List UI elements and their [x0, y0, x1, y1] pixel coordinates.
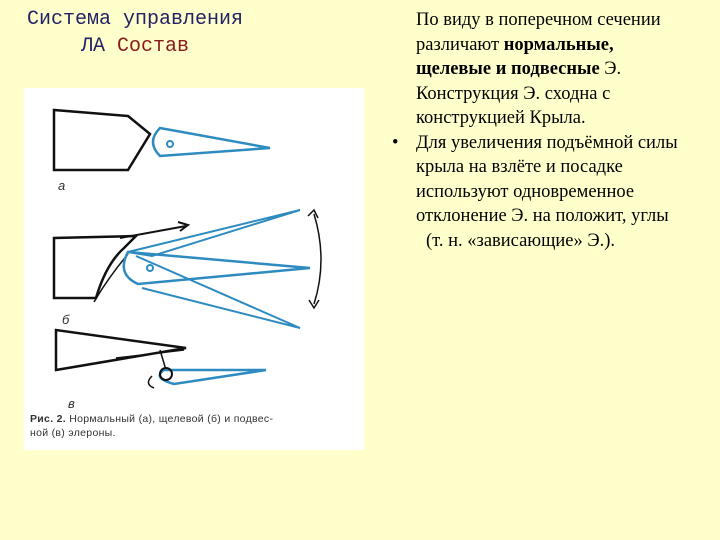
- p1-line-3-plain: Э.: [599, 59, 622, 79]
- caption-line-2: ной (в) элероны.: [30, 427, 116, 439]
- slot-line-b: [94, 254, 128, 302]
- figure-caption: [30, 412, 348, 440]
- aileron-diagram: [24, 88, 364, 450]
- p1-line-4: Конструкция Э. сходна с: [416, 83, 611, 104]
- deflection-arc-b: [314, 214, 321, 304]
- aileron-down-b: [136, 256, 300, 328]
- caption-line-1: Нормальный (а), щелевой (б) и подвес-: [69, 413, 274, 425]
- paragraph-types: [392, 8, 714, 131]
- p1-line-5: конструкцией Крыла.: [416, 108, 586, 128]
- p1-line-1: По виду в поперечном сечении: [416, 10, 661, 30]
- bullet-lift: [392, 131, 714, 254]
- b1-line-4: отклонение Э. на положит, углы: [416, 206, 669, 226]
- slide-title: [0, 6, 270, 60]
- title-word-la: ЛА: [80, 35, 105, 58]
- title-line-2: [0, 33, 270, 60]
- bullet-icon: •: [392, 132, 399, 153]
- title-word-sostav: Состав: [117, 35, 190, 58]
- aileron-up-b: [128, 210, 300, 256]
- hinge-b: [147, 265, 153, 271]
- b1-line-1: Для увеличения подъёмной силы: [416, 132, 678, 153]
- arc-arrowhead-up: [308, 210, 318, 218]
- hinge-a: [167, 141, 173, 147]
- b1-line-5: [416, 229, 714, 254]
- label-c: в: [68, 396, 75, 411]
- title-line-1: Система управления: [26, 8, 244, 31]
- flow-arrow-b: [120, 226, 186, 238]
- p1-line-2: [416, 33, 714, 58]
- wing-section-a: [54, 110, 150, 170]
- p1-line-3-bold: щелевые и подвесные: [416, 59, 600, 79]
- p1-line-3: [416, 57, 714, 82]
- diagram-slotted: [54, 210, 321, 328]
- caption-prefix: Рис. 2.: [30, 413, 66, 425]
- slide-text: [392, 8, 714, 253]
- label-a: а: [58, 178, 66, 193]
- diagram-normal: [54, 110, 270, 193]
- wing-section-c: [56, 330, 186, 370]
- label-b: б: [62, 312, 70, 327]
- b1-line-5-text: (т. н. «зависающие» Э.).: [426, 230, 615, 251]
- b1-line-2: крыла на взлёте и посадке: [416, 157, 623, 177]
- b1-line-3: используют одновременное: [416, 181, 635, 202]
- p1-line-2-bold: нормальные,: [503, 34, 614, 55]
- bracket-c: [116, 350, 184, 358]
- flow-arrow-c: [148, 376, 154, 388]
- aileron-figure: [24, 88, 364, 450]
- diagram-suspended: [56, 330, 266, 411]
- p1-line-2-plain: различают: [416, 34, 504, 55]
- aileron-suspended: [160, 370, 266, 384]
